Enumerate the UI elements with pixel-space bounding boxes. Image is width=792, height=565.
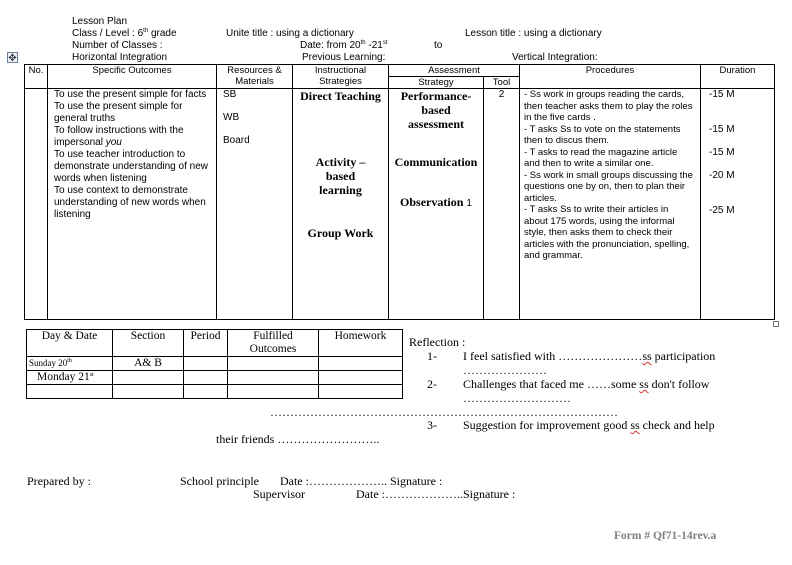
- cell-tool: [484, 89, 520, 320]
- schedule-empty-cell: [27, 385, 113, 399]
- duration-item: -15 M: [709, 147, 735, 158]
- header-resources: Resources & Materials: [217, 65, 293, 89]
- lesson-plan-title: Lesson Plan: [72, 16, 128, 27]
- duration-item: -15 M: [709, 89, 735, 100]
- schedule-empty-cell: [228, 385, 319, 399]
- header-tool: Tool: [484, 77, 520, 89]
- header-instructional: Instructional Strategies: [293, 65, 389, 89]
- class-level: Class / Level : 6th grade: [72, 28, 177, 39]
- schedule-day-cell: Monday 21st: [27, 371, 113, 385]
- schedule-header-fulfilled: Fulfilled Outcomes: [228, 330, 319, 357]
- header-specific-outcomes: Specific Outcomes: [48, 65, 217, 89]
- duration-item: -20 M: [709, 170, 735, 181]
- schedule-day-cell: Sunday 20th: [27, 357, 113, 371]
- schedule-header-day-date: Day & Date: [27, 330, 113, 357]
- reflection-item-3: Suggestion for improvement good ss check and help: [463, 418, 715, 432]
- procedure-item: - T asks Ss to write their articles in about 175 words, using the informal style, then asks them to check their articles with the pronunciation, spelling, and grammar.: [524, 204, 690, 261]
- reflection-item-number: 3-: [427, 418, 437, 432]
- reflection-item-2-line2: ………………………: [463, 391, 571, 405]
- cell-resources: [217, 89, 293, 320]
- assessment-item: Performance-based assessment: [400, 89, 472, 131]
- reflection-title: Reflection :: [409, 335, 466, 349]
- outcome-item: To use the present simple for general truths: [54, 101, 183, 124]
- schedule-table: [26, 329, 403, 399]
- schedule-header-section: Section: [113, 330, 184, 357]
- cell-no: [25, 89, 48, 320]
- schedule-empty-cell: [319, 357, 403, 371]
- previous-learning: Previous Learning:: [302, 52, 386, 63]
- header-duration: Duration: [701, 65, 775, 89]
- schedule-empty-cell: [184, 385, 228, 399]
- procedure-item: - Ss work in groups reading the cards, then teacher asks them to play the roles in the five cards .: [524, 89, 693, 123]
- cell-strategies: [293, 89, 389, 320]
- lesson-title: Lesson title : using a dictionary: [465, 28, 602, 39]
- procedure-item: - T asks Ss to vote on the statements then to discus them.: [524, 123, 681, 146]
- outcome-item: To use teacher introduction to demonstrate understanding of new words when listening: [54, 149, 208, 184]
- schedule-empty-cell: [228, 357, 319, 371]
- assessment-item: Communication: [394, 155, 478, 169]
- supervisor-line: Supervisor Date :………………..Signature :: [253, 487, 516, 501]
- schedule-header-homework: Homework: [319, 330, 403, 357]
- reflection-dots-line: ……………………………………………………………………………: [270, 405, 618, 419]
- school-principle-line: School principle Date :……………….. Signature :: [180, 474, 443, 488]
- schedule-empty-cell: [319, 371, 403, 385]
- duration-item: -25 M: [709, 205, 735, 216]
- date-to: to: [434, 40, 443, 51]
- duration-item: -15 M: [709, 124, 735, 135]
- schedule-empty-cell: [228, 371, 319, 385]
- horizontal-integration: Horizontal Integration: [72, 52, 168, 63]
- reflection-item-3-line2: their friends ……………………..: [216, 432, 380, 446]
- outcome-item: To use the present simple for facts: [54, 89, 207, 100]
- vertical-integration: Vertical Integration:: [512, 52, 598, 63]
- form-number: Form # Qf71-14rev.a: [614, 530, 717, 542]
- table-move-handle-icon[interactable]: ✥: [8, 53, 17, 64]
- tool-value: 2: [498, 89, 505, 100]
- header-assessment: Assessment: [389, 65, 520, 77]
- strategy-item: Direct Teaching: [300, 89, 381, 103]
- strategy-item: Activity –based learning: [315, 155, 366, 197]
- unit-title: Unite title : using a dictionary: [226, 28, 354, 39]
- schedule-empty-cell: [184, 357, 228, 371]
- procedure-item: - Ss work in small groups discussing the questions one by on, then to plan their articles.: [524, 169, 693, 204]
- reflection-item-1-line2: …………………: [463, 363, 547, 377]
- reflection-item-number: 1-: [427, 349, 437, 363]
- outcome-item: To use context to demonstrate understanding of new words when listening: [54, 185, 206, 220]
- procedure-item: - T asks to read the magazine article and then to write a similar one.: [524, 146, 678, 169]
- resource-item: WB: [223, 112, 240, 123]
- schedule-empty-cell: [184, 371, 228, 385]
- strategy-item: Group Work: [307, 226, 374, 240]
- resource-item: SB: [223, 89, 237, 100]
- schedule-empty-cell: [113, 385, 184, 399]
- cell-duration: [701, 89, 775, 320]
- schedule-header-period: Period: [184, 330, 228, 357]
- cell-assessment-strategy: [389, 89, 484, 320]
- prepared-by: Prepared by :: [27, 474, 91, 488]
- cell-outcomes: [48, 89, 217, 320]
- outcome-item: To follow instructions with the impersonal you: [54, 125, 184, 148]
- reflection-item-number: 2-: [427, 377, 437, 391]
- table-resize-handle[interactable]: [773, 321, 779, 327]
- resource-item: Board: [223, 135, 250, 146]
- number-of-classes: Number of Classes :: [72, 40, 163, 51]
- header-no: No.: [25, 65, 48, 89]
- schedule-empty-cell: [113, 371, 184, 385]
- reflection-item-1: I feel satisfied with …………………ss participation: [463, 349, 716, 363]
- reflection-item-2: Challenges that faced me ……some ss don't follow: [463, 377, 710, 391]
- schedule-empty-cell: [319, 385, 403, 399]
- assessment-item: Observation 1: [400, 195, 472, 209]
- cell-procedures: [520, 89, 701, 320]
- schedule-section-cell: A& B: [113, 357, 184, 371]
- lesson-table: [24, 64, 775, 320]
- header-procedures: Procedures: [520, 65, 701, 89]
- header-strategy: Strategy: [389, 77, 484, 89]
- date-range: Date: from 20th -21st: [300, 40, 388, 51]
